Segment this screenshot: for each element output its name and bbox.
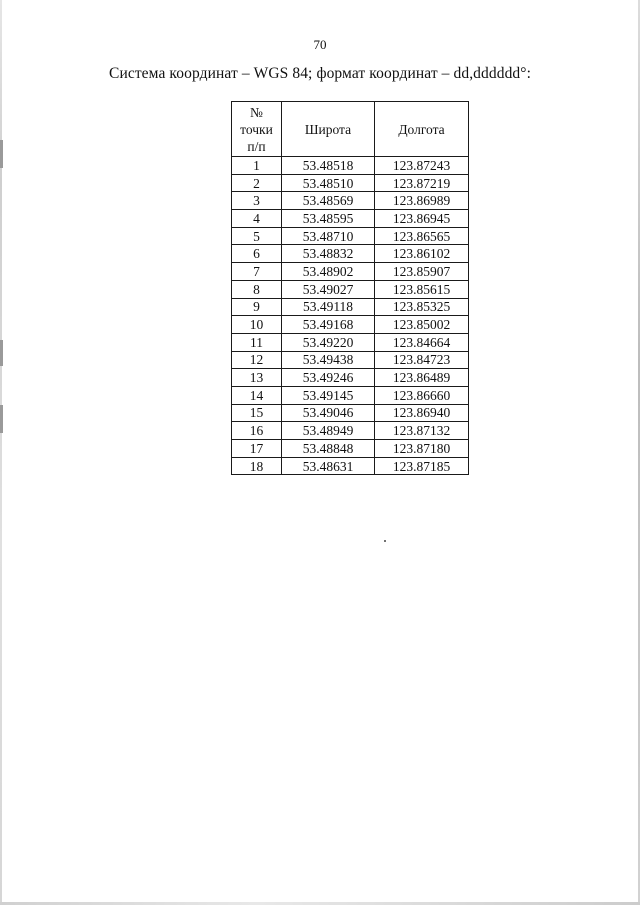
latitude-header: Широта xyxy=(282,102,375,157)
point-number-cell: 9 xyxy=(232,298,282,316)
point-number-header-line: п/п xyxy=(247,138,266,154)
table-row xyxy=(232,457,469,475)
longitude-cell: 123.85002 xyxy=(375,316,469,334)
point-number-cell: 18 xyxy=(232,457,282,475)
longitude-cell: 123.87185 xyxy=(375,457,469,475)
coordinates-table xyxy=(231,101,469,475)
latitude-cell: 53.48569 xyxy=(282,192,375,210)
point-number-cell: 17 xyxy=(232,440,282,458)
longitude-cell: 123.86945 xyxy=(375,210,469,228)
longitude-cell: 123.87180 xyxy=(375,440,469,458)
longitude-cell: 123.86660 xyxy=(375,386,469,404)
scan-edge-left xyxy=(0,0,2,905)
table-row xyxy=(232,192,469,210)
latitude-cell: 53.49438 xyxy=(282,351,375,369)
latitude-cell: 53.48510 xyxy=(282,174,375,192)
page-number: 70 xyxy=(313,37,327,52)
point-number-header-line: № xyxy=(250,104,263,120)
table-row xyxy=(232,404,469,422)
latitude-cell: 53.49246 xyxy=(282,369,375,387)
table-row xyxy=(232,333,469,351)
table-row xyxy=(232,210,469,228)
longitude-cell: 123.85325 xyxy=(375,298,469,316)
latitude-cell: 53.49118 xyxy=(282,298,375,316)
table-row xyxy=(232,422,469,440)
longitude-cell: 123.84664 xyxy=(375,333,469,351)
longitude-cell: 123.85615 xyxy=(375,280,469,298)
longitude-cell: 123.86489 xyxy=(375,369,469,387)
latitude-cell: 53.48848 xyxy=(282,440,375,458)
latitude-cell: 53.48902 xyxy=(282,263,375,281)
longitude-cell: 123.85907 xyxy=(375,263,469,281)
coordinate-system-heading: Система координат – WGS 84; формат координат – dd,dddddd°: xyxy=(109,65,531,82)
latitude-cell: 53.49046 xyxy=(282,404,375,422)
point-number-cell: 14 xyxy=(232,386,282,404)
longitude-cell: 123.84723 xyxy=(375,351,469,369)
point-number-cell: 10 xyxy=(232,316,282,334)
point-number-cell: 16 xyxy=(232,422,282,440)
table-row xyxy=(232,386,469,404)
point-number-header xyxy=(232,102,282,157)
point-number-cell: 6 xyxy=(232,245,282,263)
table-row xyxy=(232,263,469,281)
latitude-cell: 53.48595 xyxy=(282,210,375,228)
table-row xyxy=(232,157,469,175)
point-number-cell: 5 xyxy=(232,227,282,245)
table-row xyxy=(232,316,469,334)
latitude-cell: 53.48832 xyxy=(282,245,375,263)
longitude-cell: 123.86940 xyxy=(375,404,469,422)
latitude-cell: 53.48949 xyxy=(282,422,375,440)
longitude-cell: 123.86989 xyxy=(375,192,469,210)
table-row xyxy=(232,298,469,316)
point-number-cell: 12 xyxy=(232,351,282,369)
point-number-cell: 3 xyxy=(232,192,282,210)
table-row xyxy=(232,227,469,245)
point-number-cell: 8 xyxy=(232,280,282,298)
scan-edge-mark xyxy=(0,140,3,168)
longitude-cell: 123.86102 xyxy=(375,245,469,263)
latitude-cell: 53.48631 xyxy=(282,457,375,475)
longitude-cell: 123.87132 xyxy=(375,422,469,440)
point-number-cell: 15 xyxy=(232,404,282,422)
latitude-cell: 53.49027 xyxy=(282,280,375,298)
scan-edge-mark xyxy=(0,340,3,366)
table-row xyxy=(232,440,469,458)
scan-edge-mark xyxy=(0,405,3,433)
table-row xyxy=(232,280,469,298)
point-number-cell: 13 xyxy=(232,369,282,387)
table-row xyxy=(232,174,469,192)
point-number-cell: 4 xyxy=(232,210,282,228)
longitude-header: Долгота xyxy=(375,102,469,157)
latitude-cell: 53.48710 xyxy=(282,227,375,245)
latitude-cell: 53.49220 xyxy=(282,333,375,351)
point-number-header-line: точки xyxy=(240,121,273,137)
latitude-cell: 53.48518 xyxy=(282,157,375,175)
table-header-row xyxy=(232,102,469,157)
point-number-cell: 1 xyxy=(232,157,282,175)
longitude-cell: 123.87219 xyxy=(375,174,469,192)
longitude-cell: 123.87243 xyxy=(375,157,469,175)
table-row xyxy=(232,245,469,263)
table-row xyxy=(232,369,469,387)
latitude-cell: 53.49168 xyxy=(282,316,375,334)
coordinates-table-body xyxy=(232,157,469,475)
scan-speck xyxy=(384,540,386,542)
table-row xyxy=(232,351,469,369)
point-number-cell: 11 xyxy=(232,333,282,351)
point-number-cell: 2 xyxy=(232,174,282,192)
latitude-cell: 53.49145 xyxy=(282,386,375,404)
longitude-cell: 123.86565 xyxy=(375,227,469,245)
point-number-cell: 7 xyxy=(232,263,282,281)
